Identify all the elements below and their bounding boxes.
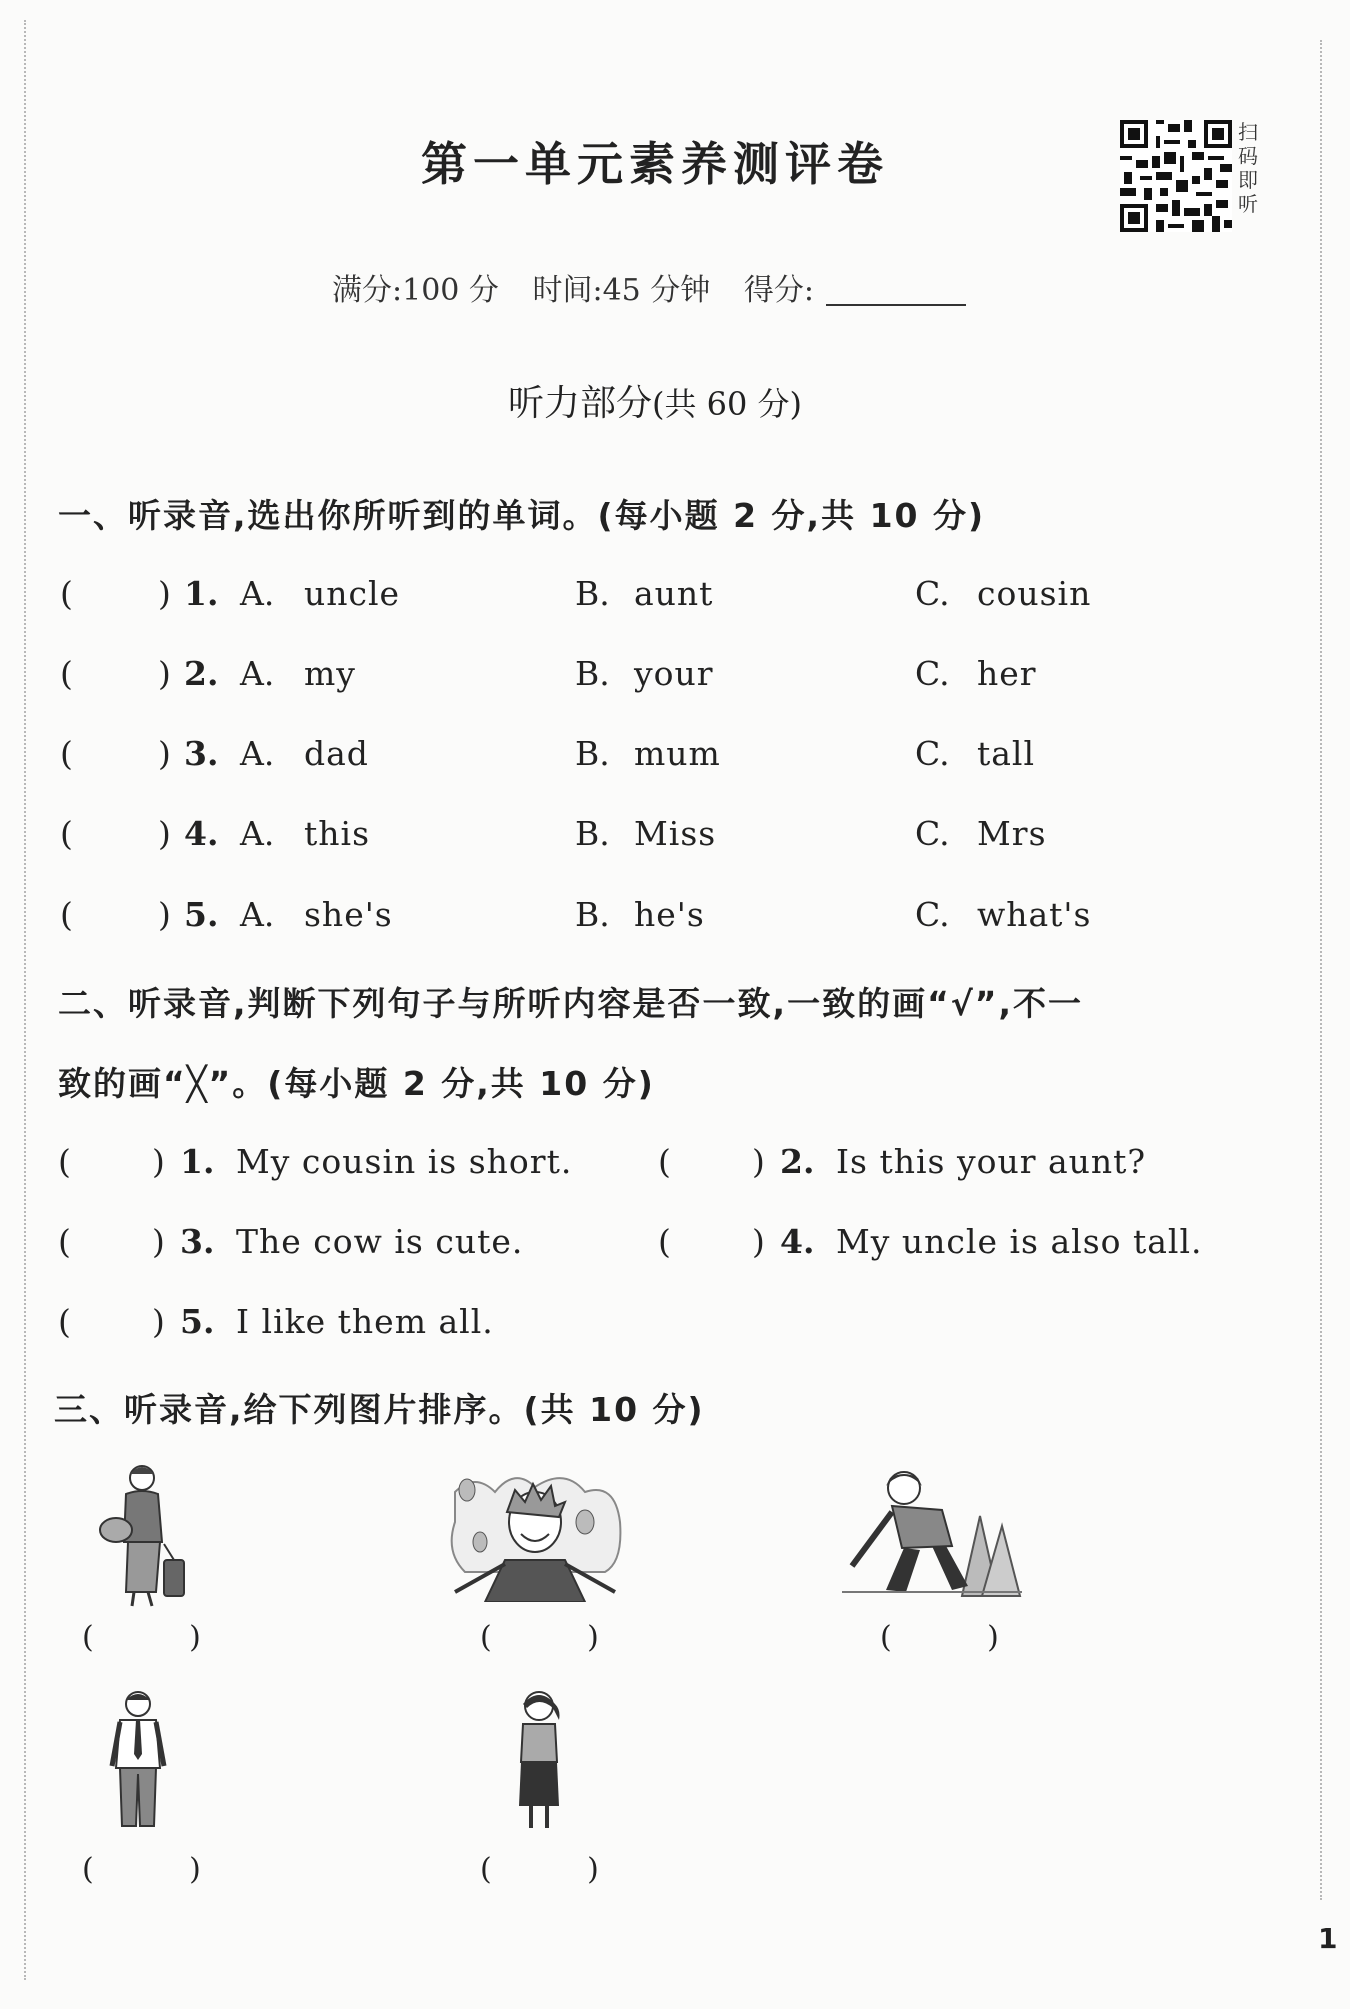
question-number: 3. (180, 1222, 215, 1261)
option-letter-c: C. (915, 654, 950, 693)
time-limit: 时间:45 分钟 (532, 273, 711, 308)
option-letter-b: B. (575, 574, 610, 613)
answer-blank-close: ) (152, 1222, 165, 1261)
answer-blank[interactable]: ( (58, 1222, 71, 1261)
answer-blank[interactable]: ( (60, 574, 73, 613)
question-number: 1. (184, 574, 219, 613)
option-letter-b: B. (575, 654, 610, 693)
picture-girl-standing (505, 1688, 575, 1834)
full-score: 满分:100 分 (332, 273, 499, 308)
score-field[interactable]: 得分: (744, 273, 978, 308)
part2-question (0, 1142, 680, 1186)
answer-blank[interactable]: ( (60, 895, 73, 934)
part1-heading: 一、听录音,选出你所听到的单词。(每小题 2 分,共 10 分) (58, 496, 986, 535)
answer-blank-close: ) (158, 895, 171, 934)
option-letter-a: A. (240, 654, 275, 693)
option-b: mum (634, 734, 721, 773)
option-a: she's (304, 895, 393, 934)
right-dotted-margin (1320, 40, 1322, 1900)
statement-text: My cousin is short. (236, 1142, 573, 1181)
question-number: 4. (184, 814, 219, 853)
part2-question (0, 1302, 680, 1346)
part3-heading: 三、听录音,给下列图片排序。(共 10 分) (54, 1390, 705, 1429)
option-letter-a: A. (240, 814, 275, 853)
picture-man-suit (98, 1688, 178, 1834)
option-letter-c: C. (915, 814, 950, 853)
answer-blank-close: ) (752, 1222, 765, 1261)
picture-woman-luggage (90, 1460, 200, 1610)
answer-blank-close: ) (158, 734, 171, 773)
answer-blank[interactable]: ( (60, 734, 73, 773)
statement-text: The cow is cute. (236, 1222, 524, 1261)
question-number: 3. (184, 734, 219, 773)
option-b: your (634, 654, 714, 693)
option-letter-b: B. (575, 814, 610, 853)
answer-blank-close: ) (152, 1302, 165, 1341)
part1-question (0, 814, 1310, 858)
answer-blank-close: ) (158, 654, 171, 693)
answer-blank[interactable]: ( (658, 1222, 671, 1261)
part1-question (0, 895, 1310, 939)
answer-blank[interactable]: ( (60, 814, 73, 853)
score-blank[interactable] (826, 304, 966, 306)
question-number: 4. (780, 1222, 815, 1261)
picture-order-blank[interactable]: ( ) (880, 1620, 999, 1655)
section-title: 听力部分(共 60 分) (507, 383, 803, 424)
question-number: 1. (180, 1142, 215, 1181)
answer-blank-close: ) (152, 1142, 165, 1181)
option-letter-c: C. (915, 895, 950, 934)
picture-order-blank[interactable]: ( ) (82, 1620, 201, 1655)
option-a: uncle (304, 574, 401, 613)
answer-blank-close: ) (158, 814, 171, 853)
score-info (0, 265, 1310, 309)
answer-blank[interactable]: ( (58, 1142, 71, 1181)
question-number: 2. (780, 1142, 815, 1181)
part1-question (0, 654, 1310, 698)
option-a: my (304, 654, 356, 693)
statement-text: I like them all. (236, 1302, 494, 1341)
option-letter-b: B. (575, 895, 610, 934)
option-b: he's (634, 895, 705, 934)
question-number: 5. (184, 895, 219, 934)
picture-order-blank[interactable]: ( ) (480, 1852, 599, 1887)
picture-order-blank[interactable]: ( ) (480, 1620, 599, 1655)
picture-boy-pears (445, 1462, 625, 1602)
statement-text: My uncle is also tall. (836, 1222, 1203, 1261)
answer-blank[interactable]: ( (60, 654, 73, 693)
option-letter-a: A. (240, 574, 275, 613)
option-c: cousin (977, 574, 1092, 613)
option-b: aunt (634, 574, 714, 613)
qr-code-icon[interactable] (1120, 120, 1232, 232)
option-letter-c: C. (915, 734, 950, 773)
question-number: 5. (180, 1302, 215, 1341)
part2-heading-line2: 致的画“╳”。(每小题 2 分,共 10 分) (58, 1064, 655, 1103)
option-c: Mrs (977, 814, 1047, 853)
option-c: what's (977, 895, 1092, 934)
part1-question (0, 734, 1310, 778)
picture-order-blank[interactable]: ( ) (82, 1852, 201, 1887)
answer-blank-close: ) (752, 1142, 765, 1181)
option-c: tall (977, 734, 1036, 773)
option-b: Miss (634, 814, 717, 853)
option-a: dad (304, 734, 369, 773)
answer-blank-close: ) (158, 574, 171, 613)
option-letter-a: A. (240, 734, 275, 773)
option-letter-a: A. (240, 895, 275, 934)
page-title: 第一单元素养测评卷 (421, 137, 889, 191)
part2-question (600, 1222, 1280, 1266)
answer-blank[interactable]: ( (58, 1302, 71, 1341)
qr-caption: 扫 码 即 听 (1238, 120, 1258, 216)
option-letter-c: C. (915, 574, 950, 613)
option-a: this (304, 814, 371, 853)
part2-question (0, 1222, 680, 1266)
question-number: 2. (184, 654, 219, 693)
left-dotted-margin (24, 20, 26, 1980)
option-letter-b: B. (575, 734, 610, 773)
page-number: 1 (1318, 1922, 1338, 1955)
answer-blank[interactable]: ( (658, 1142, 671, 1181)
option-c: her (977, 654, 1037, 693)
picture-girl-outdoors (842, 1466, 1022, 1598)
part1-question (0, 574, 1310, 618)
part2-heading-line1: 二、听录音,判断下列句子与所听内容是否一致,一致的画“√”,不一 (58, 984, 1083, 1023)
part2-question (600, 1142, 1280, 1186)
statement-text: Is this your aunt? (836, 1142, 1147, 1181)
